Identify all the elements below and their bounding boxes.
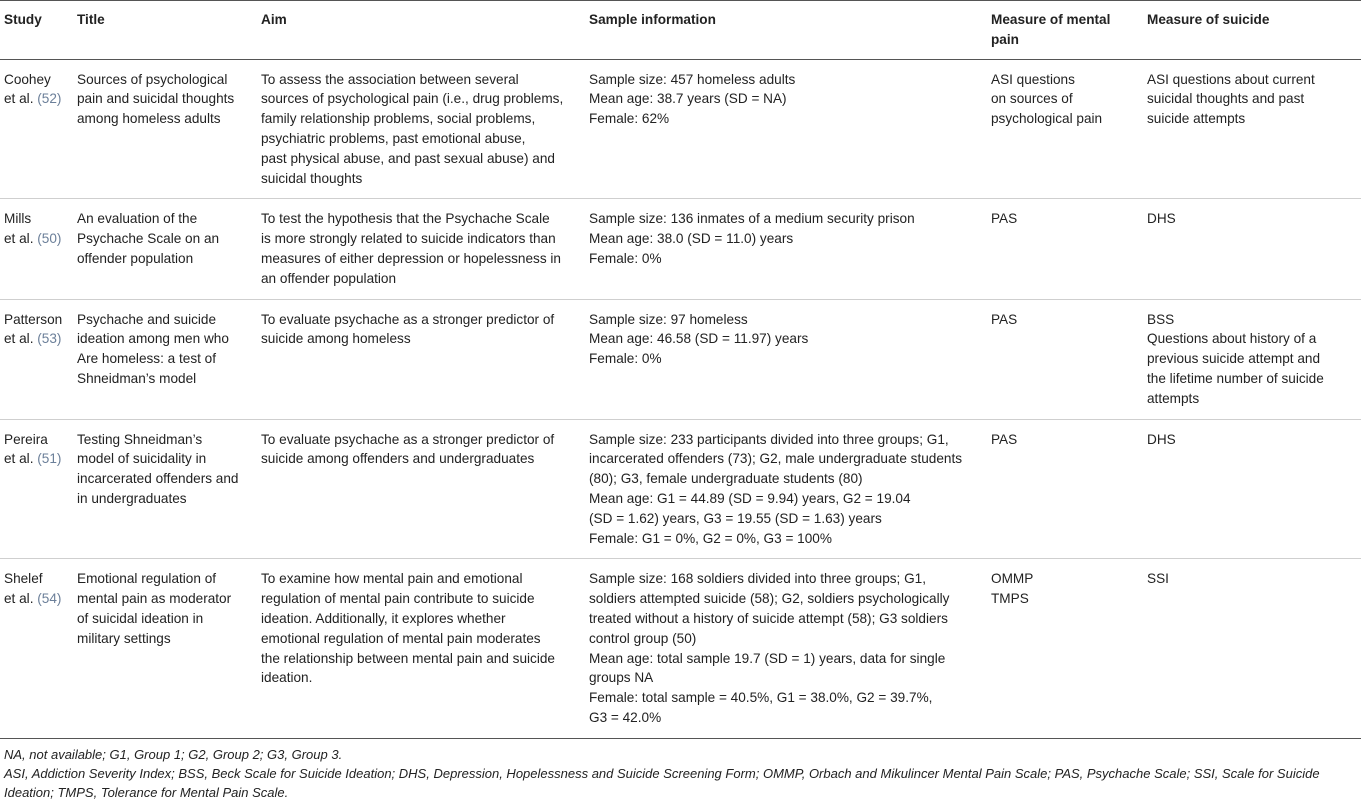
study-cell [0,559,73,738]
mental-pain-measure-cell [987,59,1143,199]
cell-text-line: on sources of [991,91,1073,107]
aim-cell [257,299,585,419]
cell-text-line: Mean age: 46.58 (SD = 11.97) years [589,331,809,347]
header-study: Study [0,1,73,60]
aim-cell [257,199,585,299]
title-cell [73,199,257,299]
cell-text-line: pain and suicidal thoughts [77,91,235,107]
cell-text-line: family relationship problems, social problems, [261,111,536,127]
header-measure-of-suicide: Measure of suicide [1143,1,1361,60]
cell-text-line: military settings [77,630,171,646]
suicide-measure-cell [1143,559,1361,738]
cell-text-line: suicidal thoughts [261,170,363,186]
header-title: Title [73,1,257,60]
cell-text-line: suicide attempts [1147,111,1246,127]
cell-text-line: among homeless adults [77,111,221,127]
footnote-line: ASI, Addiction Severity Index; BSS, Beck Scale for Suicide Ideation; DHS, Depression, Hopelessness and Suicide Screening Form; OMMP, Orbach and Mikulincer Mental Pain Scale; PAS, Psychache Scale; SSI, Scale for Suicide [4,765,1320,781]
cell-text-line: incarcerated offenders and [77,471,239,487]
reference-link[interactable]: (51) [37,451,62,467]
table-row [0,199,1361,299]
cell-text-line: measures of either depression or hopelessness in [261,250,561,266]
suicide-measure-cell [1143,199,1361,299]
cell-text-line: treated without a history of suicide attempt (58); G3 soldiers [589,610,948,626]
footnote-line: NA, not available; G1, Group 1; G2, Group 2; G3, Group 3. [4,746,343,762]
cell-text-line: Are homeless: a test of [77,351,217,367]
study-author: Mills [4,211,32,227]
cell-text-line: OMMP [991,571,1034,587]
cell-text-line: To test the hypothesis that the Psychache Scale [261,211,550,227]
cell-text-line: attempts [1147,390,1200,406]
cell-text-line: Female: 62% [589,111,670,127]
cell-text-line: previous suicide attempt and [1147,351,1321,367]
title-cell [73,559,257,738]
cell-text-line: regulation of mental pain contribute to suicide [261,591,535,607]
cell-text-line: Mean age: 38.7 years (SD = NA) [589,91,787,107]
cell-text-line: is more strongly related to suicide indicators than [261,231,556,247]
cell-text-line: past physical abuse, and past sexual abuse) and [261,150,555,166]
study-author: Shelef [4,571,43,587]
cell-text-line: To examine how mental pain and emotional [261,571,523,587]
study-etal [4,229,69,249]
cell-text-line: Emotional regulation of [77,571,217,587]
cell-text-line: TMPS [991,591,1029,607]
sample-information-cell [585,419,987,559]
cell-text-line: an offender population [261,270,397,286]
study-cell [0,299,73,419]
cell-text-line: groups NA [589,670,654,686]
mental-pain-measure-cell [987,419,1143,559]
cell-text-line: Female: 0% [589,250,662,266]
study-etal-text: et al. [4,331,38,347]
cell-text-line: Psychache and suicide [77,311,217,327]
table-row [0,419,1361,559]
cell-text-line: ideation among men who [77,331,229,347]
cell-text-line: soldiers attempted suicide (58); G2, soldiers psychologically [589,591,950,607]
cell-text-line: psychological pain [991,111,1103,127]
header-row [0,1,1361,60]
cell-text-line: incarcerated offenders (73); G2, male undergraduate students [589,451,963,467]
cell-text-line: sources of psychological pain (i.e., drug problems, [261,91,564,107]
sample-information-cell [585,299,987,419]
cell-text-line: PAS [991,431,1018,447]
cell-text-line: Testing Shneidman’s [77,431,203,447]
table-row [0,559,1361,738]
table-row [0,59,1361,199]
mental-pain-measure-cell [987,559,1143,738]
cell-text-line: of suicidal ideation in [77,610,204,626]
study-author: Patterson [4,311,63,327]
sample-information-cell [585,199,987,299]
cell-text-line: the lifetime number of suicide [1147,370,1324,386]
study-cell [0,199,73,299]
header-aim: Aim [257,1,585,60]
study-author: Pereira [4,431,48,447]
title-cell [73,59,257,199]
cell-text-line: the relationship between mental pain and suicide [261,650,555,666]
footnote-line: Ideation; TMPS, Tolerance for Mental Pain Scale. [4,784,289,800]
study-etal [4,89,69,109]
cell-text-line: Sample size: 168 soldiers divided into three groups; G1, [589,571,927,587]
aim-cell [257,419,585,559]
header-measure-of-mental-pain [987,1,1143,60]
study-etal-text: et al. [4,451,38,467]
header-mental-pain-text: Measure of mental pain [991,12,1111,47]
study-author: Coohey [4,71,51,87]
study-cell [0,419,73,559]
study-etal [4,449,69,469]
cell-text-line: Psychache Scale on an [77,231,220,247]
cell-text-line: ASI questions [991,71,1075,87]
cell-text-line: ideation. Additionally, it explores whether [261,610,506,626]
reference-link[interactable]: (52) [37,91,62,107]
cell-text-line: Mean age: total sample 19.7 (SD = 1) years, data for single [589,650,946,666]
suicide-measure-cell [1143,299,1361,419]
cell-text-line: Sample size: 136 inmates of a medium security prison [589,211,915,227]
study-etal-text: et al. [4,591,38,607]
cell-text-line: To assess the association between several [261,71,519,87]
cell-text-line: Shneidman’s model [77,370,197,386]
reference-link[interactable]: (54) [37,591,62,607]
title-cell [73,299,257,419]
reference-link[interactable]: (50) [37,231,62,247]
study-etal [4,589,69,609]
cell-text-line: DHS [1147,431,1176,447]
cell-text-line: Female: total sample = 40.5%, G1 = 38.0%, G2 = 39.7%, [589,690,933,706]
cell-text-line: Questions about history of a [1147,331,1317,347]
cell-text-line: emotional regulation of mental pain moderates [261,630,541,646]
aim-cell [257,559,585,738]
cell-text-line: control group (50) [589,630,697,646]
cell-text-line: suicidal thoughts and past [1147,91,1305,107]
cell-text-line: suicide among homeless [261,331,411,347]
cell-text-line: Sample size: 457 homeless adults [589,71,796,87]
cell-text-line: PAS [991,211,1018,227]
cell-text-line: suicide among offenders and undergraduates [261,451,535,467]
cell-text-line: (80); G3, female undergraduate students (80) [589,471,863,487]
cell-text-line: BSS [1147,311,1175,327]
study-etal [4,329,69,349]
mental-pain-measure-cell [987,299,1143,419]
cell-text-line: ASI questions about current [1147,71,1315,87]
cell-text-line: in undergraduates [77,490,187,506]
cell-text-line: Sample size: 97 homeless [589,311,748,327]
cell-text-line: To evaluate psychache as a stronger predictor of [261,431,555,447]
cell-text-line: ideation. [261,670,313,686]
suicide-measure-cell [1143,419,1361,559]
title-cell [73,419,257,559]
cell-text-line: PAS [991,311,1018,327]
sample-information-cell [585,559,987,738]
cell-text-line: model of suicidality in [77,451,207,467]
table-row [0,299,1361,419]
table-footnotes [0,739,1361,802]
cell-text-line: DHS [1147,211,1176,227]
cell-text-line: offender population [77,250,194,266]
cell-text-line: SSI [1147,571,1169,587]
cell-text-line: To evaluate psychache as a stronger predictor of [261,311,555,327]
cell-text-line: Mean age: G1 = 44.89 (SD = 9.94) years, G2 = 19.04 [589,490,911,506]
cell-text-line: Female: G1 = 0%, G2 = 0%, G3 = 100% [589,530,832,546]
mental-pain-measure-cell [987,199,1143,299]
cell-text-line: Female: 0% [589,351,662,367]
header-sample-information: Sample information [585,1,987,60]
study-cell [0,59,73,199]
cell-text-line: Mean age: 38.0 (SD = 11.0) years [589,231,794,247]
aim-cell [257,59,585,199]
reference-link[interactable]: (53) [37,331,62,347]
cell-text-line: G3 = 42.0% [589,709,662,725]
cell-text-line: mental pain as moderator [77,591,232,607]
cell-text-line: An evaluation of the [77,211,198,227]
cell-text-line: Sources of psychological [77,71,228,87]
cell-text-line: Sample size: 233 participants divided into three groups; G1, [589,431,949,447]
suicide-measure-cell [1143,59,1361,199]
cell-text-line: psychiatric problems, past emotional abuse, [261,130,526,146]
cell-text-line: (SD = 1.62) years, G3 = 19.55 (SD = 1.63) years [589,510,882,526]
sample-information-cell [585,59,987,199]
study-etal-text: et al. [4,91,38,107]
study-etal-text: et al. [4,231,38,247]
